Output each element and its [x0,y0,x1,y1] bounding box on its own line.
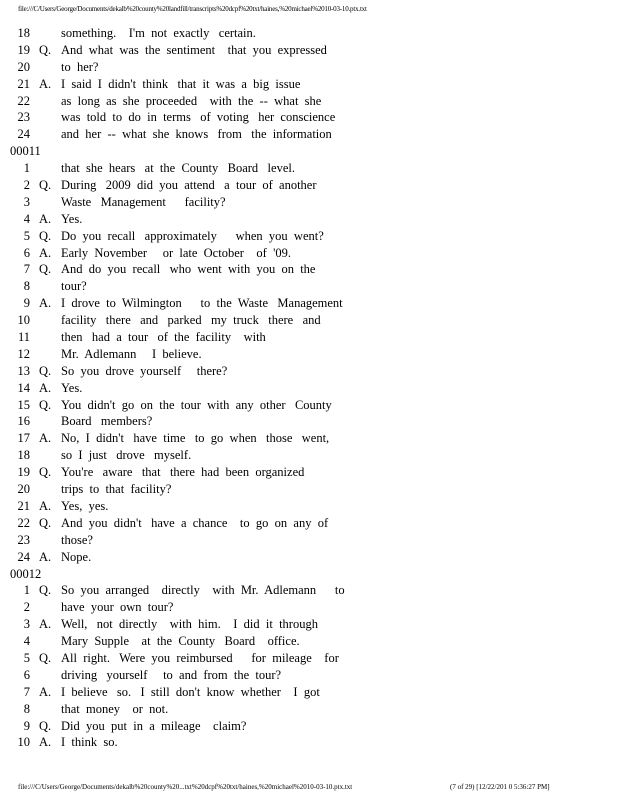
line-number: 23 [17,532,30,547]
line-text: I think so. [61,735,118,750]
speaker-label: Q. [39,178,52,193]
transcript-line [10,194,610,211]
line-number: 7 [23,684,30,699]
line-number: 13 [17,363,30,378]
speaker-label: A. [39,549,52,564]
speaker-label: A. [39,245,52,260]
transcript-line [10,278,610,295]
transcript-line [10,245,610,262]
page-marker [10,143,610,160]
line-text: Yes. [61,380,83,395]
transcript-line [10,228,610,245]
line-text: And do you recall who went with you on the [61,262,316,277]
speaker-label: A. [39,617,52,632]
line-text: You didn't go on the tour with any other County [61,397,332,412]
line-number: 2 [23,178,30,193]
line-number: 20 [17,59,30,74]
line-text: So you drove yourself there? [61,363,228,378]
transcript-line [10,177,610,194]
transcript-line [10,261,610,278]
transcript-line [10,549,610,566]
line-text: Nope. [61,549,92,564]
speaker-label: Q. [39,515,52,530]
transcript-line [10,25,610,42]
transcript-line [10,734,610,751]
file-path-header: file:///C/Users/George/Documents/dekalb%20county%20landfill/transcripts%20dcpf%20txt/haines,%20michael%2010-03-10.ptx.txt [18,5,367,13]
transcript-body [10,25,610,751]
line-number: 18 [17,26,30,40]
line-text: driving yourself to and from the tour? [61,667,282,682]
transcript-line [10,718,610,735]
line-text: those? [61,532,93,547]
line-text: Yes, yes. [61,498,109,513]
footer-page-info: (7 of 29) [12/22/201 0 5:36:27 PM] [450,783,550,791]
line-text: tour? [61,279,87,294]
line-text: to her? [61,59,99,74]
transcript-line [10,616,610,633]
line-number: 4 [23,211,30,226]
speaker-label: Q. [39,228,52,243]
line-text: Well, not directly with him. I did it through [61,617,318,632]
line-number: 21 [17,498,30,513]
line-number: 22 [17,93,30,108]
line-text: that she hears at the County Board level. [61,161,295,176]
line-number: 10 [17,735,30,750]
line-text: So you arranged directly with Mr. Adlemann to [61,583,345,598]
line-number: 6 [23,667,30,682]
line-text: And what was the sentiment that you expressed [61,42,327,57]
speaker-label: A. [39,735,52,750]
speaker-label: Q. [39,718,52,733]
transcript-line [10,430,610,447]
transcript-line [10,701,610,718]
transcript-line [10,109,610,126]
transcript-line [10,650,610,667]
page-number: 00012 [10,566,42,581]
line-text: something. I'm not exactly certain. [61,26,256,40]
line-text: Mr. Adlemann I believe. [61,346,202,361]
line-number: 16 [17,414,30,429]
line-number: 20 [17,482,30,497]
line-number: 9 [23,296,30,311]
line-number: 6 [23,245,30,260]
transcript-line [10,126,610,143]
line-text: Early November or late October of '09. [61,245,291,260]
line-text: During 2009 did you attend a tour of another [61,178,317,193]
transcript-line [10,532,610,549]
line-text: Waste Management facility? [61,194,226,209]
speaker-label: Q. [39,465,52,480]
transcript-line [10,413,610,430]
line-text: Do you recall approximately when you went? [61,228,324,243]
speaker-label: A. [39,76,52,91]
speaker-label: A. [39,296,52,311]
line-text: Did you put in a mileage claim? [61,718,247,733]
line-number: 15 [17,397,30,412]
transcript-line [10,684,610,701]
line-number: 3 [23,194,30,209]
transcript-line [10,42,610,59]
transcript-line [10,633,610,650]
speaker-label: A. [39,380,52,395]
line-text: Yes. [61,211,83,226]
line-number: 3 [23,617,30,632]
speaker-label: A. [39,431,52,446]
transcript-line [10,498,610,515]
transcript-line [10,515,610,532]
speaker-label: A. [39,498,52,513]
line-number: 9 [23,718,30,733]
transcript-line [10,464,610,481]
line-text: And you didn't have a chance to go on any of [61,515,329,530]
line-number: 19 [17,42,30,57]
line-number: 2 [23,600,30,615]
line-text: You're aware that there had been organized [61,465,305,480]
line-text: Mary Supple at the County Board office. [61,634,300,649]
speaker-label: A. [39,211,52,226]
line-text: was told to do in terms of voting her conscience [61,110,336,125]
line-text: that money or not. [61,701,169,716]
line-text: No, I didn't have time to go when those went, [61,431,330,446]
line-number: 23 [17,110,30,125]
line-text: All right. Were you reimbursed for mileage for [61,650,339,665]
transcript-line [10,211,610,228]
line-number: 11 [17,330,30,345]
transcript-line [10,59,610,76]
transcript-line [10,667,610,684]
line-text: and her -- what she knows from the information [61,127,332,142]
page-number: 00011 [10,144,41,159]
transcript-line [10,397,610,414]
transcript-line [10,329,610,346]
line-number: 22 [17,515,30,530]
line-number: 21 [17,76,30,91]
page-marker [10,566,610,583]
line-number: 5 [23,228,30,243]
line-number: 12 [17,346,30,361]
line-text: as long as she proceeded with the -- what she [61,93,322,108]
line-text: so I just drove myself. [61,448,192,463]
transcript-line [10,295,610,312]
line-number: 14 [17,380,30,395]
line-text: have your own tour? [61,600,174,615]
line-number: 7 [23,262,30,277]
speaker-label: Q. [39,262,52,277]
speaker-label: A. [39,684,52,699]
speaker-label: Q. [39,363,52,378]
line-number: 5 [23,650,30,665]
line-text: I said I didn't think that it was a big issue [61,76,301,91]
line-number: 4 [23,634,30,649]
transcript-line [10,76,610,93]
line-number: 24 [17,127,30,142]
line-number: 17 [17,431,30,446]
line-text: I drove to Wilmington to the Waste Management [61,296,343,311]
transcript-line [10,93,610,110]
line-text: facility there and parked my truck there and [61,313,321,328]
line-number: 1 [23,161,30,176]
footer-file-path: file:///C/Users/George/Documents/dekalb%20county%20...txt%20dcpf%20txt/haines,%20michael%2010-03-10.ptx.txt [18,783,353,791]
transcript-line [10,380,610,397]
line-text: I believe so. I still don't know whether I got [61,684,320,699]
transcript-line [10,599,610,616]
line-number: 19 [17,465,30,480]
speaker-label: Q. [39,42,52,57]
line-number: 24 [17,549,30,564]
transcript-line [10,160,610,177]
line-text: trips to that facility? [61,482,172,497]
transcript-line [10,582,610,599]
line-number: 8 [23,279,30,294]
speaker-label: Q. [39,583,52,598]
transcript-line [10,346,610,363]
speaker-label: Q. [39,650,52,665]
transcript-line [10,447,610,464]
line-number: 8 [23,701,30,716]
line-number: 10 [17,313,30,328]
line-number: 1 [23,583,30,598]
speaker-label: Q. [39,397,52,412]
line-text: then had a tour of the facility with [61,330,266,345]
transcript-line [10,363,610,380]
transcript-line [10,312,610,329]
line-number: 18 [17,448,30,463]
line-text: Board members? [61,414,153,429]
transcript-line [10,481,610,498]
